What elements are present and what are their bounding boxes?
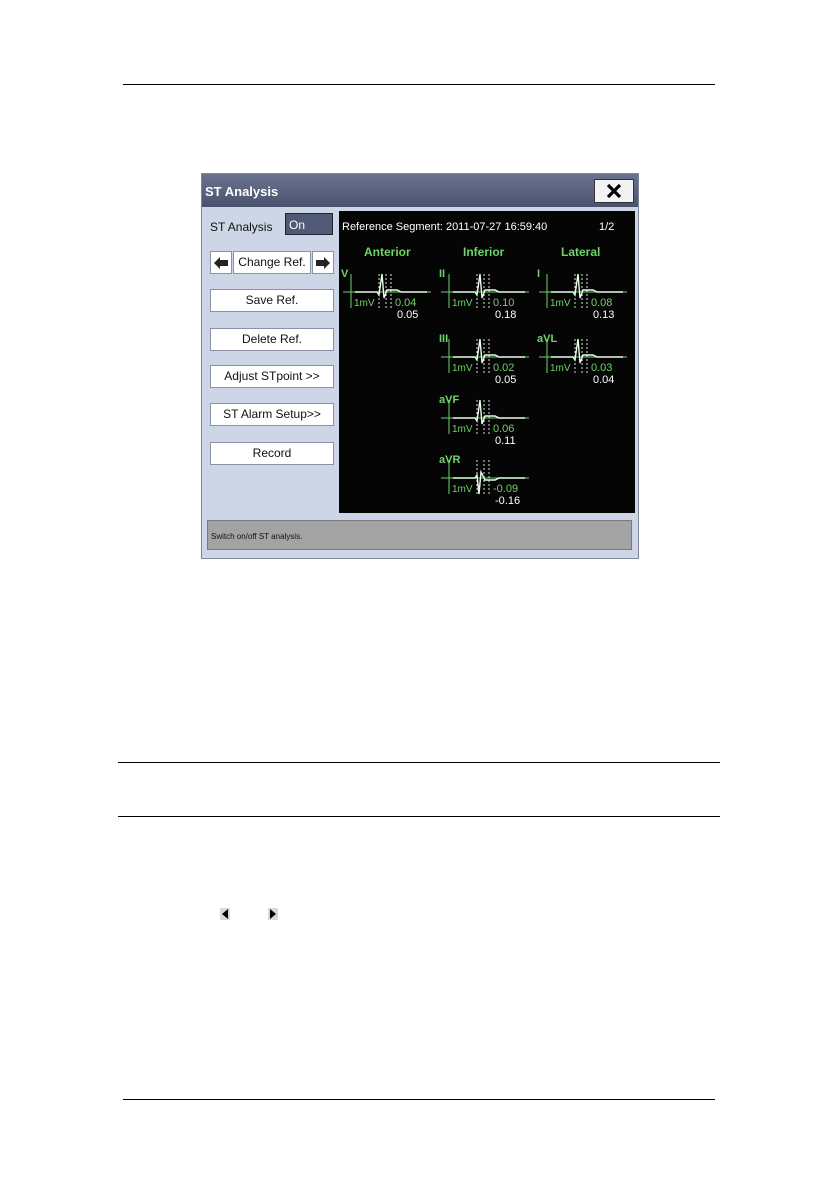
dialog-title: ST Analysis [205, 184, 279, 199]
dialog-titlebar [202, 174, 638, 207]
close-button[interactable] [594, 179, 634, 203]
mv-scale-label: 1mV [452, 424, 473, 435]
lead-name: aVL [537, 333, 558, 345]
mv-scale-label: 1mV [550, 363, 571, 374]
close-icon [606, 183, 622, 199]
footer-rule [123, 1099, 715, 1100]
st-current-value: 0.02 [493, 362, 515, 374]
mv-scale-label: 1mV [452, 484, 473, 495]
st-current-value: -0.09 [493, 483, 519, 495]
lead-name: V [341, 268, 349, 280]
st-analysis-label: ST Analysis [210, 220, 273, 234]
st-current-value: 0.08 [591, 297, 613, 309]
mv-scale-label: 1mV [452, 363, 473, 374]
st-reference-value: 0.05 [397, 309, 419, 321]
arrow-left-icon [213, 257, 229, 269]
help-text: Switch on/off ST analysis. [211, 532, 303, 541]
prev-ref-button[interactable] [210, 251, 232, 274]
adjust-stpoint-button[interactable]: Adjust STpoint >> [210, 365, 334, 388]
mv-scale-label: 1mV [550, 298, 571, 309]
mv-scale-label: 1mV [452, 298, 473, 309]
st-reference-value: -0.16 [495, 495, 521, 507]
st-current-value: 0.04 [395, 297, 417, 309]
st-current-value: 0.10 [493, 297, 515, 309]
st-analysis-dialog [201, 173, 639, 559]
lead-name: I [537, 268, 541, 280]
note-bottom-rule [118, 816, 720, 817]
group-lateral: Lateral [561, 245, 601, 259]
st-reference-value: 0.11 [495, 435, 516, 447]
delete-ref-button[interactable]: Delete Ref. [210, 328, 334, 351]
st-reference-value: 0.18 [495, 309, 517, 321]
header-rule [123, 84, 715, 85]
note-top-rule [118, 762, 720, 763]
st-alarm-setup-button[interactable]: ST Alarm Setup>> [210, 403, 334, 426]
st-reference-value: 0.05 [495, 374, 517, 386]
arrow-right-icon [315, 257, 331, 269]
st-current-value: 0.06 [493, 423, 515, 435]
lead-name: II [439, 268, 446, 280]
lead-name: III [439, 333, 449, 345]
reference-segment-text: Reference Segment: 2011-07-27 16:59:40 [342, 221, 548, 233]
lead-name: aVF [439, 394, 460, 406]
st-segment-panel [339, 211, 635, 513]
st-reference-value: 0.04 [593, 374, 615, 386]
group-inferior: Inferior [463, 245, 505, 259]
page-indicator: 1/2 [599, 221, 615, 233]
mv-scale-label: 1mV [354, 298, 375, 309]
group-anterior: Anterior [364, 245, 411, 259]
next-ref-button[interactable] [312, 251, 334, 274]
st-reference-value: 0.13 [593, 309, 615, 321]
st-current-value: 0.03 [591, 362, 613, 374]
left-triangle-icon [220, 908, 230, 920]
st-analysis-toggle[interactable]: On [285, 213, 333, 235]
help-status-bar [207, 520, 632, 550]
right-triangle-icon [268, 908, 278, 920]
lead-name: aVR [439, 454, 461, 466]
save-ref-button[interactable]: Save Ref. [210, 289, 334, 312]
record-button[interactable]: Record [210, 442, 334, 465]
change-ref-label: Change Ref. [233, 251, 311, 274]
